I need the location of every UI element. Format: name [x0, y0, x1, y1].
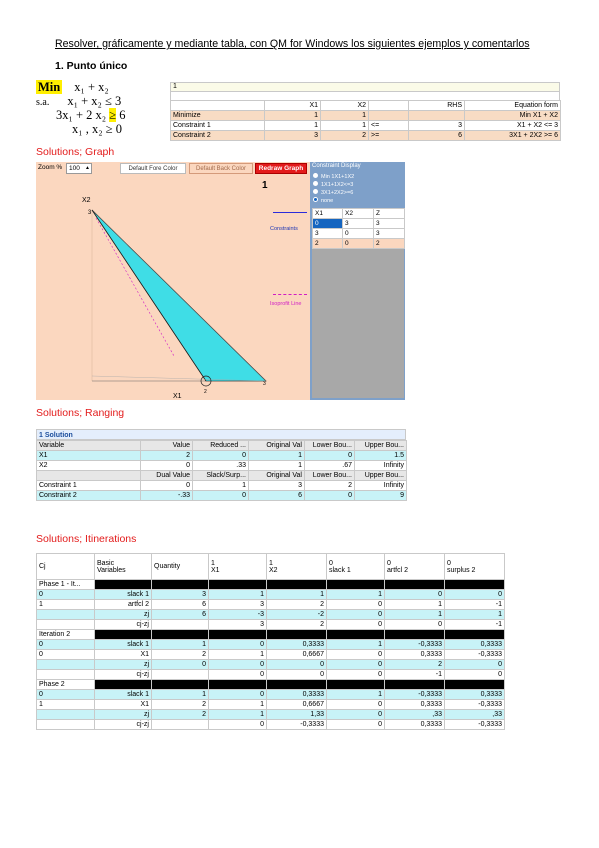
radio-option[interactable] [313, 189, 354, 197]
cell[interactable]: 2 [313, 239, 343, 249]
phase-label: Phase 2 [37, 680, 95, 690]
cell [369, 111, 409, 121]
table-header-row [37, 471, 407, 481]
graph-window [36, 162, 405, 400]
phase-separator-cell [327, 580, 385, 590]
cell: -0,3333 [385, 640, 445, 650]
cell: .33 [193, 461, 249, 471]
header-cell: Original Val [249, 471, 305, 481]
cell: 0 [141, 481, 193, 491]
cell: 2 [267, 620, 327, 630]
cell: 0 [327, 620, 385, 630]
phase-separator-cell [385, 630, 445, 640]
plot-title: 1 [262, 180, 268, 191]
cell[interactable]: 3 [374, 219, 405, 229]
cell: 1 [327, 590, 385, 600]
cell[interactable]: 0 [343, 229, 374, 239]
cell: 0 [209, 670, 267, 680]
table-row[interactable] [313, 219, 405, 229]
row-label: Minimize [171, 111, 265, 121]
cell: 0,6667 [267, 700, 327, 710]
radio-option[interactable] [313, 173, 354, 181]
phase-separator-cell [445, 580, 505, 590]
cell[interactable]: 0 [313, 219, 343, 229]
table-row [37, 610, 505, 620]
cell: cj-zj [95, 670, 152, 680]
cell: 2 [152, 710, 209, 720]
cell: 0 [267, 670, 327, 680]
radio-icon[interactable] [313, 173, 318, 178]
cell: 0,3333 [385, 720, 445, 730]
header-cell: X2 [343, 209, 374, 219]
cell: ,33 [445, 710, 505, 720]
cell[interactable]: <= [369, 121, 409, 131]
header-cell: 0 surplus 2 [445, 554, 505, 580]
cell: slack 1 [95, 590, 152, 600]
cell: 3 [209, 600, 267, 610]
radio-label: 3X1+2X2>=6 [321, 190, 354, 196]
cell: 1 [37, 600, 95, 610]
header-cell: Variable [37, 441, 141, 451]
header-cell: X1 [265, 101, 321, 111]
cell: 3 [249, 481, 305, 491]
header-cell: Slack/Surp... [193, 471, 249, 481]
cell: 0 [327, 600, 385, 610]
cell: 0 [445, 590, 505, 600]
cell: zj [95, 710, 152, 720]
radio-option[interactable] [313, 181, 354, 189]
table-header-row [37, 554, 505, 580]
corner-points-area [312, 208, 404, 398]
cell[interactable]: 1 [321, 111, 369, 121]
header-cell: Lower Bou... [305, 441, 355, 451]
default-fore-color-button[interactable]: Default Fore Color [120, 163, 186, 174]
cell: -0,3333 [445, 700, 505, 710]
cell[interactable]: 2 [374, 239, 405, 249]
cell [37, 720, 95, 730]
table-header-row [37, 441, 407, 451]
table-row [37, 600, 505, 610]
cell: 0 [327, 650, 385, 660]
header-cell: Dual Value [141, 471, 193, 481]
constraints-legend-line [273, 212, 307, 213]
radio-selected-icon[interactable] [313, 197, 318, 202]
constraint-display-title: Constraint Display [312, 163, 361, 169]
cell: -0,3333 [445, 720, 505, 730]
cell[interactable]: 0 [343, 239, 374, 249]
cell: 1 [267, 590, 327, 600]
cell: zj [95, 660, 152, 670]
iterations-table [36, 553, 505, 730]
cell: 2 [152, 650, 209, 660]
cell: 3 [152, 590, 209, 600]
cell: 3X1 + 2X2 >= 6 [465, 131, 561, 141]
cell: 0 [327, 720, 385, 730]
cell[interactable]: 3 [265, 131, 321, 141]
phase-separator-cell [385, 580, 445, 590]
cell: 9 [355, 491, 407, 501]
cell: -1 [385, 670, 445, 680]
table-header-row [171, 101, 561, 111]
cell: 3 [209, 620, 267, 630]
cell: 0 [209, 690, 267, 700]
cell: -0,3333 [385, 690, 445, 700]
phase-label: Phase 1 - It... [37, 580, 95, 590]
cell[interactable]: 3 [409, 121, 465, 131]
cell: Min X1 + X2 [465, 111, 561, 121]
cell: 1 [327, 640, 385, 650]
cell[interactable]: 1 [265, 111, 321, 121]
cell [37, 610, 95, 620]
phase-separator-cell [95, 680, 152, 690]
header-cell: Equation form [465, 101, 561, 111]
cell: 0 [385, 590, 445, 600]
cell: 0 [327, 670, 385, 680]
cell: 0 [305, 451, 355, 461]
cell: 0 [209, 720, 267, 730]
cell: 0 [37, 650, 95, 660]
radio-option[interactable] [313, 197, 354, 205]
table-header-row [313, 209, 405, 219]
cell: 0 [327, 700, 385, 710]
section-iterations-heading: Solutions; Itinerations [36, 533, 137, 545]
cell: 1.5 [355, 451, 407, 461]
phase-separator-cell [152, 580, 209, 590]
phase-row [37, 630, 505, 640]
cell: -0,3333 [445, 650, 505, 660]
cell: -.33 [141, 491, 193, 501]
cell: 1 [445, 610, 505, 620]
cell: 6 [152, 610, 209, 620]
table-row [37, 590, 505, 600]
phase-separator-cell [385, 680, 445, 690]
phase-label: Iteration 2 [37, 630, 95, 640]
isoprofit-legend-label: Isoprofit Line [270, 301, 302, 307]
phase-separator-cell [95, 630, 152, 640]
cell: 1 [37, 700, 95, 710]
header-cell: 1 X2 [267, 554, 327, 580]
cell: 1 [152, 690, 209, 700]
radio-label: Min 1X1+1X2 [321, 174, 355, 180]
radio-label: 1X1+1X2<=3 [321, 182, 354, 188]
phase-separator-cell [445, 680, 505, 690]
cell: 1 [209, 700, 267, 710]
header-cell: X2 [321, 101, 369, 111]
cell: 0 [305, 491, 355, 501]
cell [152, 720, 209, 730]
cell: 0 [445, 670, 505, 680]
cell[interactable]: 6 [409, 131, 465, 141]
table-row [171, 111, 561, 121]
phase-separator-cell [267, 680, 327, 690]
cell: Constraint 1 [37, 481, 141, 491]
cell: 2 [305, 481, 355, 491]
lp-model [36, 80, 126, 136]
cell: -1 [445, 600, 505, 610]
cell: 2 [152, 700, 209, 710]
section-heading-punto-unico: 1. Punto único [55, 60, 128, 72]
table-row [37, 670, 505, 680]
cell: 1 [209, 710, 267, 720]
header-cell: RHS [409, 101, 465, 111]
phase-row [37, 680, 505, 690]
cell [37, 670, 95, 680]
cell: Constraint 2 [37, 491, 141, 501]
cell: slack 1 [95, 640, 152, 650]
x-axis-label: X1 [173, 393, 182, 400]
cell: cj-zj [95, 720, 152, 730]
cell: 0 [37, 590, 95, 600]
cell: 1 [193, 481, 249, 491]
spin-arrows-icon[interactable]: ▲ [85, 165, 90, 171]
x-tick-3: 3 [263, 381, 266, 387]
cell: .67 [305, 461, 355, 471]
cell: 1 [385, 610, 445, 620]
constraint-2-lhs: 3x₁ + 2 x₂ [56, 108, 107, 122]
cell [37, 710, 95, 720]
constraints-legend-label: Constraints [270, 226, 298, 232]
lp-graph-canvas [36, 176, 310, 400]
cell[interactable]: 1 [321, 121, 369, 131]
cell: X2 [37, 461, 141, 471]
section-graph-heading: Solutions; Graph [36, 146, 115, 158]
table-row [37, 690, 505, 700]
cell: 1 [249, 461, 305, 471]
cell: 0 [152, 660, 209, 670]
cell: 0,3333 [385, 700, 445, 710]
table-row [37, 640, 505, 650]
phase-separator-cell [95, 580, 152, 590]
document-title: Resolver, gráficamente y mediante tabla, con QM for Windows los siguientes ejemplos y comentarlos [55, 38, 530, 50]
zoom-input[interactable] [66, 163, 92, 174]
phase-separator-cell [209, 580, 267, 590]
phase-separator-cell [209, 630, 267, 640]
cell: 0 [327, 660, 385, 670]
ranging-table [36, 440, 407, 501]
phase-separator-cell [152, 630, 209, 640]
table-row[interactable] [313, 229, 405, 239]
phase-separator-cell [327, 680, 385, 690]
cell: 0 [209, 640, 267, 650]
subject-to-label: s.a. [36, 97, 50, 108]
radio-icon[interactable] [313, 181, 318, 186]
constraint-1-expression: x₁ + x₂ ≤ 3 [67, 94, 122, 108]
table-row [37, 451, 407, 461]
cell: artfcl 2 [95, 600, 152, 610]
section-ranging-heading: Solutions; Ranging [36, 407, 125, 419]
cell: 0,6667 [267, 650, 327, 660]
qm-input-table [170, 82, 560, 141]
cell: 1 [209, 650, 267, 660]
table-row [171, 121, 561, 131]
qm-table-title: 1 [170, 82, 560, 92]
y-axis-label: X2 [82, 197, 91, 204]
phase-separator-cell [209, 680, 267, 690]
constraint-2-line [92, 210, 206, 381]
cell: 6 [152, 600, 209, 610]
phase-separator-cell [152, 680, 209, 690]
cell: 0,3333 [445, 690, 505, 700]
cell: ,33 [385, 710, 445, 720]
cell: 2 [385, 660, 445, 670]
objective-expression: x₁ + x₂ [74, 80, 109, 94]
default-back-color-button[interactable]: Default Back Color [189, 163, 253, 174]
header-cell: 0 artfcl 2 [385, 554, 445, 580]
header-cell [171, 101, 265, 111]
cell: 1,33 [267, 710, 327, 720]
cell: X1 [95, 650, 152, 660]
header-cell: Original Val [249, 441, 305, 451]
cell: -1 [445, 620, 505, 630]
table-row [37, 461, 407, 471]
cell: 6 [249, 491, 305, 501]
radio-label: none [321, 198, 334, 204]
cell: 0 [327, 710, 385, 720]
cell: X1 + X2 <= 3 [465, 121, 561, 131]
row-label: Constraint 1 [171, 121, 265, 131]
header-cell: Z [374, 209, 405, 219]
header-cell: X1 [313, 209, 343, 219]
isoprofit-legend-line [273, 294, 307, 295]
cell: 0 [193, 491, 249, 501]
cell [409, 111, 465, 121]
cell[interactable]: 1 [265, 121, 321, 131]
constraint-display-panel [310, 162, 405, 400]
cell[interactable]: 3 [313, 229, 343, 239]
header-cell: Upper Bou... [355, 471, 407, 481]
zoom-label: Zoom % [38, 164, 63, 171]
constraint-2-operator: ≥ [109, 108, 117, 122]
x-tick-2: 2 [204, 389, 207, 395]
cell: 2 [267, 600, 327, 610]
cell[interactable]: >= [369, 131, 409, 141]
header-cell [37, 471, 141, 481]
cell: slack 1 [95, 690, 152, 700]
cell: 1 [249, 451, 305, 461]
phase-row [37, 580, 505, 590]
cell: 0 [385, 620, 445, 630]
cell: X1 [95, 700, 152, 710]
cell[interactable]: 3 [374, 229, 405, 239]
header-cell: Cj [37, 554, 95, 580]
phase-separator-cell [327, 630, 385, 640]
cell: -3 [209, 610, 267, 620]
qm-table-spacer [170, 92, 560, 100]
table-row [37, 650, 505, 660]
constraint-1-line [92, 210, 266, 381]
table-row [37, 481, 407, 491]
table-row[interactable] [313, 239, 405, 249]
cell: 0 [193, 451, 249, 461]
cell: 0,3333 [385, 650, 445, 660]
min-keyword: Min [38, 80, 61, 94]
header-cell: Reduced ... [193, 441, 249, 451]
cell: X1 [37, 451, 141, 461]
table-row [37, 710, 505, 720]
ranging-window [36, 429, 406, 501]
constraint-2-rhs: 6 [119, 108, 126, 122]
cell: 1 [209, 590, 267, 600]
qm-data-table [170, 100, 561, 141]
header-cell: Value [141, 441, 193, 451]
phase-separator-cell [267, 580, 327, 590]
cell: 0 [327, 610, 385, 620]
cell[interactable]: 2 [321, 131, 369, 141]
cell: 1 [327, 690, 385, 700]
cell: 0,3333 [267, 690, 327, 700]
corner-points-table [312, 208, 405, 249]
table-row [37, 491, 407, 501]
cell: zj [95, 610, 152, 620]
zoom-value: 100 [69, 165, 80, 172]
cell: 0 [209, 660, 267, 670]
ranging-title: 1 Solution [36, 429, 406, 440]
cell: 0 [445, 660, 505, 670]
cell: -2 [267, 610, 327, 620]
cell: 2 [141, 451, 193, 461]
cell: 1 [152, 640, 209, 650]
header-cell: 1 X1 [209, 554, 267, 580]
header-cell [369, 101, 409, 111]
cell[interactable]: 3 [343, 219, 374, 229]
cell: 1 [385, 600, 445, 610]
table-row [171, 131, 561, 141]
cell: Infinity [355, 481, 407, 491]
constraint-radio-group [313, 173, 354, 205]
radio-icon[interactable] [313, 189, 318, 194]
cell: 0,3333 [267, 640, 327, 650]
cell [152, 670, 209, 680]
phase-separator-cell [445, 630, 505, 640]
cell: 0 [37, 640, 95, 650]
y-tick-3: 3 [88, 210, 92, 216]
row-label: Constraint 2 [171, 131, 265, 141]
cell: 0 [37, 690, 95, 700]
table-row [37, 720, 505, 730]
phase-separator-cell [267, 630, 327, 640]
cell: Infinity [355, 461, 407, 471]
table-row [37, 620, 505, 630]
cell [152, 620, 209, 630]
header-cell: 0 slack 1 [327, 554, 385, 580]
cell [37, 660, 95, 670]
cell: -0,3333 [267, 720, 327, 730]
table-row [37, 660, 505, 670]
cell: 0 [267, 660, 327, 670]
cell: cj-zj [95, 620, 152, 630]
cell: 0,3333 [445, 640, 505, 650]
header-cell: Upper Bou... [355, 441, 407, 451]
cell: 0 [141, 461, 193, 471]
header-cell: Quantity [152, 554, 209, 580]
iterations-window [36, 553, 504, 730]
cell [37, 620, 95, 630]
nonnegativity-expression: x₁ , x₂ ≥ 0 [72, 122, 122, 136]
redraw-graph-button[interactable]: Redraw Graph [255, 163, 307, 174]
table-row [37, 700, 505, 710]
header-cell: Lower Bou... [305, 471, 355, 481]
header-cell: Basic Variables [95, 554, 152, 580]
